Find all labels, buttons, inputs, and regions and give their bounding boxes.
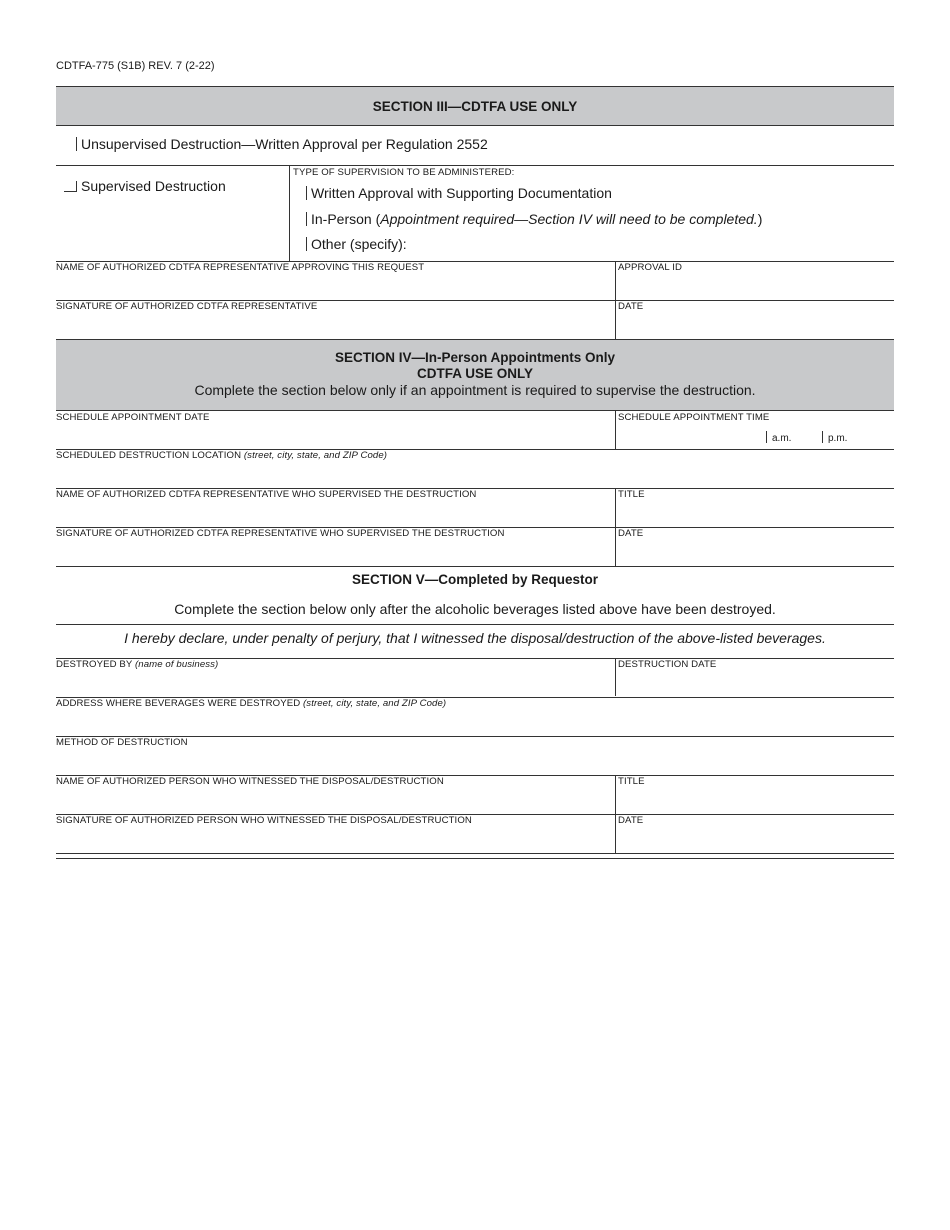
unsupervised-destruction-option[interactable] [76, 136, 488, 152]
supervising-rep-title-field[interactable]: TITLE [618, 489, 645, 500]
witness-name-field[interactable]: NAME OF AUTHORIZED PERSON WHO WITNESSED THE DISPOSAL/DESTRUCTION [56, 776, 444, 787]
supervised-label: Supervised Destruction [81, 178, 226, 194]
section-4-instruction: Complete the section below only if an appointment is required to supervise the destruction. [194, 382, 756, 398]
type-of-supervision-label: TYPE OF SUPERVISION TO BE ADMINISTERED: [293, 167, 515, 178]
witness-signature-field[interactable]: SIGNATURE OF AUTHORIZED PERSON WHO WITNESSED THE DISPOSAL/DESTRUCTION [56, 815, 472, 826]
form-end-rule [56, 858, 894, 859]
unsupervised-checkbox[interactable] [76, 137, 77, 151]
option-written-approval[interactable] [306, 185, 612, 201]
am-option[interactable] [766, 431, 791, 444]
location-label: SCHEDULED DESTRUCTION LOCATION [56, 450, 242, 461]
section-4-title: SECTION IV—In-Person Appointments Only [334, 350, 616, 365]
address-label: ADDRESS WHERE BEVERAGES WERE DESTROYED [56, 698, 301, 709]
approval-id-field[interactable]: APPROVAL ID [618, 262, 683, 273]
option-in-person[interactable] [306, 211, 762, 227]
pm-checkbox[interactable] [822, 431, 823, 443]
divider [615, 411, 616, 449]
written-approval-label: Written Approval with Supporting Documentation [311, 185, 612, 201]
section3-date-field[interactable]: DATE [618, 301, 644, 312]
am-label: a.m. [772, 433, 792, 444]
divider [615, 658, 616, 696]
supervised-destruction-option[interactable] [64, 178, 226, 194]
divider [56, 566, 894, 567]
written-approval-checkbox[interactable] [306, 186, 307, 200]
in-person-italic: Appointment required—Section IV will need to be completed. [380, 211, 758, 227]
supervising-rep-signature-field[interactable]: SIGNATURE OF AUTHORIZED CDTFA REPRESENTATIVE WHO SUPERVISED THE DESTRUCTION [56, 528, 505, 539]
pm-label: p.m. [828, 433, 848, 444]
destruction-location-field[interactable] [56, 450, 387, 461]
other-checkbox[interactable] [306, 237, 307, 251]
representative-signature-field[interactable]: SIGNATURE OF AUTHORIZED CDTFA REPRESENTATIVE [56, 301, 318, 312]
divider [56, 165, 894, 166]
address-hint: (street, city, state, and ZIP Code) [303, 698, 447, 709]
destruction-address-field[interactable] [56, 698, 446, 709]
divider [56, 853, 894, 854]
am-checkbox[interactable] [766, 431, 767, 443]
pm-option[interactable] [822, 431, 847, 444]
destruction-date-field[interactable]: DESTRUCTION DATE [618, 659, 717, 670]
approver-name-field[interactable]: NAME OF AUTHORIZED CDTFA REPRESENTATIVE APPROVING THIS REQUEST [56, 262, 425, 273]
in-person-suffix: ) [757, 211, 763, 227]
appointment-time-field[interactable]: SCHEDULE APPOINTMENT TIME [618, 412, 770, 423]
destroyed-by-hint: (name of business) [134, 659, 219, 670]
section-3-title: SECTION III—CDTFA USE ONLY [372, 99, 578, 114]
unsupervised-label: Unsupervised Destruction—Written Approval per Regulation 2552 [81, 136, 488, 152]
supervising-rep-name-field[interactable]: NAME OF AUTHORIZED CDTFA REPRESENTATIVE WHO SUPERVISED THE DESTRUCTION [56, 489, 477, 500]
destroyed-by-field[interactable] [56, 659, 218, 670]
perjury-declaration: I hereby declare, under penalty of perjury, that I witnessed the disposal/destruction of the above-listed beverages. [124, 630, 826, 646]
section-4-header [56, 339, 894, 411]
in-person-checkbox[interactable] [306, 212, 307, 226]
appointment-date-field[interactable]: SCHEDULE APPOINTMENT DATE [56, 412, 210, 423]
divider [56, 624, 894, 625]
form-id: CDTFA-775 (S1B) REV. 7 (2-22) [56, 60, 215, 72]
location-hint: (street, city, state, and ZIP Code) [243, 450, 388, 461]
section-3-header [56, 86, 894, 126]
section-5-title: SECTION V—Completed by Requestor [351, 572, 599, 587]
option-other[interactable] [306, 236, 407, 252]
supervised-checkbox[interactable] [64, 181, 77, 192]
witness-title-field[interactable]: TITLE [618, 776, 645, 787]
other-label: Other (specify): [311, 236, 407, 252]
section-4-subtitle: CDTFA USE ONLY [416, 366, 533, 381]
in-person-prefix: In-Person ( [311, 211, 381, 227]
section4-date-field[interactable]: DATE [618, 528, 644, 539]
destruction-method-field[interactable]: METHOD OF DESTRUCTION [56, 737, 188, 748]
destroyed-by-label: DESTROYED BY [56, 659, 133, 670]
section5-date-field[interactable]: DATE [618, 815, 644, 826]
divider [289, 165, 290, 261]
section-5-instruction: Complete the section below only after the alcoholic beverages listed above have been destroyed. [174, 601, 776, 617]
